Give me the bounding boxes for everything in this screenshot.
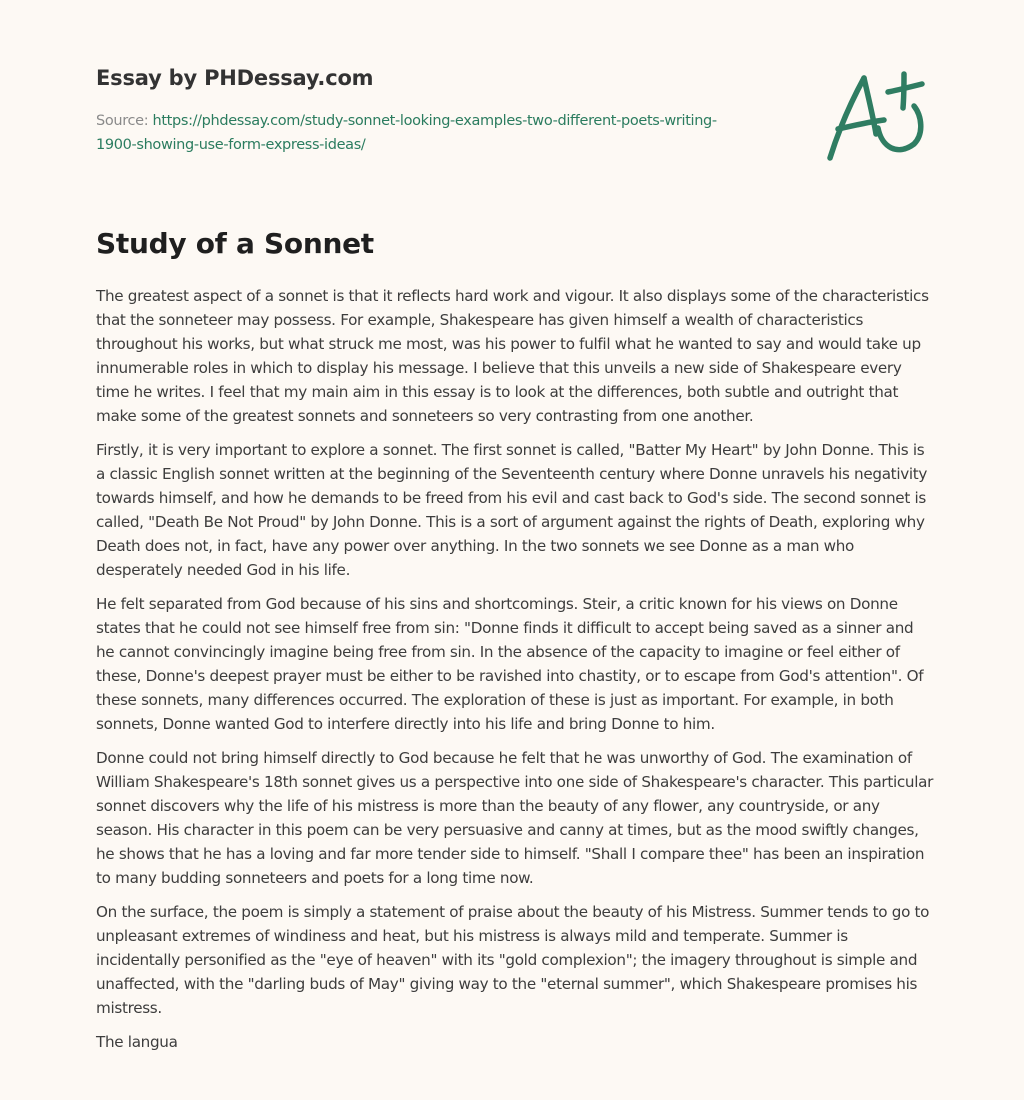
page-header (96, 64, 756, 157)
essay-paragraph: Firstly, it is very important to explore a sonnet. The first sonnet is called, "Batter My Heart" by John Donne. This is a classic English sonnet written at the beginning of the Seventeenth century where Donne unravels his negativity towards himself, and how he demands to be freed from his evil and cast back to God's side. The second sonnet is called, "Death Be Not Proud" by John Donne. This is a sort of argument against the rights of Death, exploring why Death does not, in fact, have any power over anything. In the two sonnets we see Donne as a man who desperately needed God in his life. (96, 441, 928, 579)
source-link[interactable]: https://phdessay.com/study-sonnet-looking-examples-two-different-poets-writing-1900-showing-use-form-express-ideas/ (96, 113, 717, 153)
site-title: Essay by PHDessay.com (96, 66, 374, 90)
essay-paragraph: On the surface, the poem is simply a statement of praise about the beauty of his Mistress. Summer tends to go to unpleasant extremes of windiness and heat, but his mistress is always mild and temperate. Summer is incidentally personified as the "eye of heaven" with its "gold complexion"; the imagery throughout is simple and unaffected, with the "darling buds of May" giving way to the "eternal summer", which Shakespeare promises his mistress. (96, 903, 930, 1017)
essay-paragraph: Donne could not bring himself directly to God because he felt that he was unworthy of God. The examination of William Shakespeare's 18th sonnet gives us a perspective into one side of Shakespeare's character. This particular sonnet discovers why the life of his mistress is more than the beauty of any flower, any countryside, or any season. His character in this poem can be very persuasive and canny at times, but as the mood swiftly changes, he shows that he has a loving and far more tender side to himself. "Shall I compare thee" has been an inspiration to many budding sonneteers and poets for a long time now. (96, 749, 934, 887)
essay-paragraph-truncated: The langua (96, 1033, 178, 1051)
a-plus-grade-icon (818, 66, 930, 166)
essay-title: Study of a Sonnet (96, 227, 374, 260)
source-label: Source: (96, 113, 153, 129)
source-line (96, 109, 756, 157)
essay-paragraph: The greatest aspect of a sonnet is that it reflects hard work and vigour. It also displays some of the characteristics that the sonneteer may possess. For example, Shakespeare has given himself a wealth of characteristics throughout his works, but what struck me most, was his power to fulfil what he wanted to say and would take up innumerable roles in which to display his message. I believe that this unveils a new side of Shakespeare every time he writes. I feel that my main aim in this essay is to look at the differences, both subtle and outright that make some of the greatest sonnets and sonneteers so very contrasting from one another. (96, 287, 929, 425)
essay-body (96, 284, 936, 1064)
essay-paragraph: He felt separated from God because of his sins and shortcomings. Steir, a critic known for his views on Donne states that he could not see himself free from sin: "Donne finds it difficult to accept being saved as a sinner and he cannot convincingly imagine being free from sin. In the absence of the capacity to imagine or feel either of these, Donne's deepest prayer must be either to be ravished into chastity, or to escape from God's attention". Of these sonnets, many differences occurred. The exploration of these is just as important. For example, in both sonnets, Donne wanted God to interfere directly into his life and bring Donne to him. (96, 595, 924, 733)
